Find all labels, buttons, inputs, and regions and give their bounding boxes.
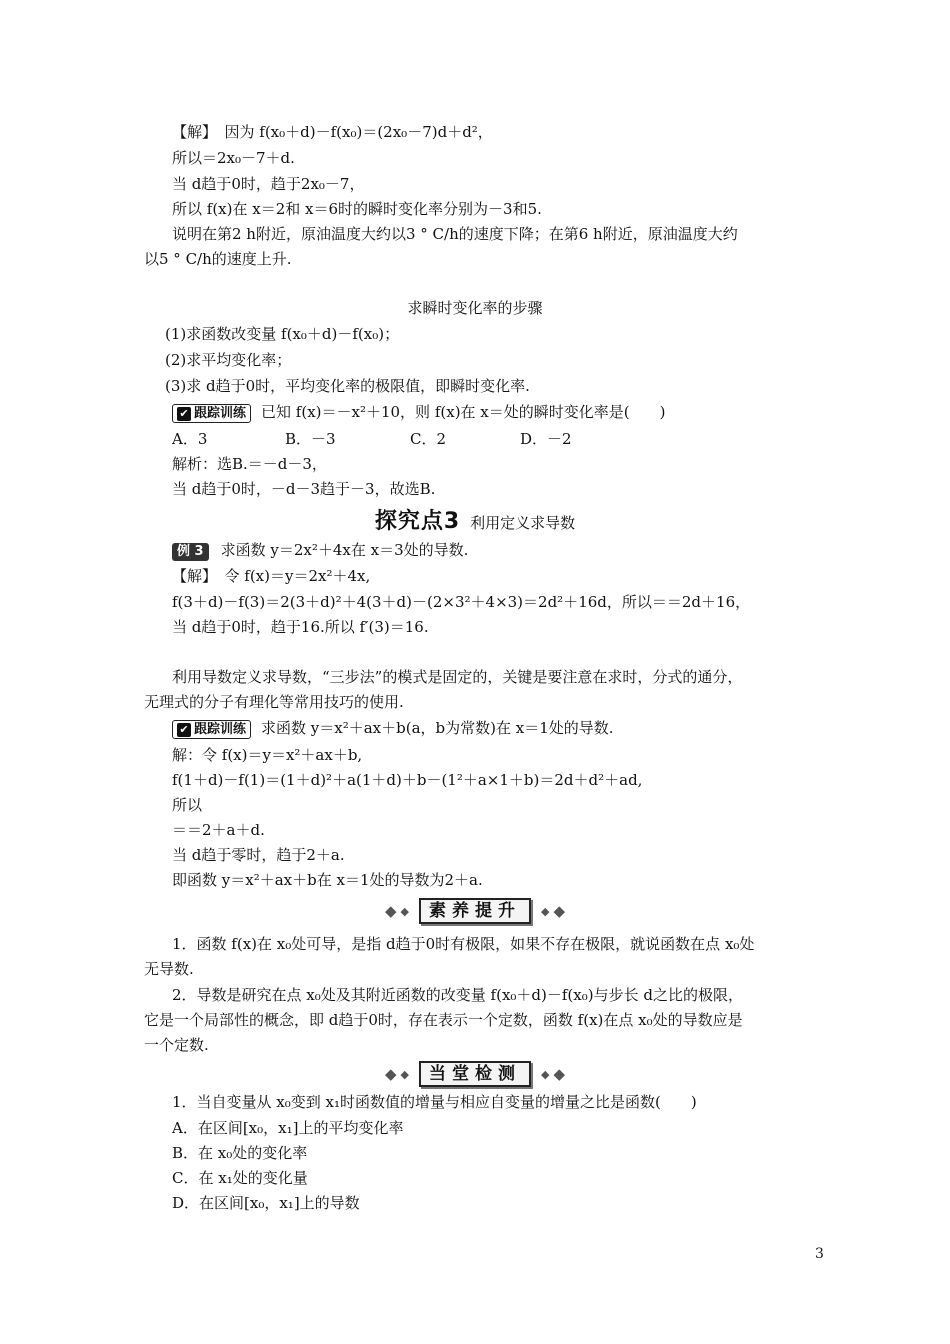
summary-item: 它是一个局部性的概念，即 d趋于0时，存在表示一个定数，函数 f(x)在点 x₀处的导数应是: [144, 1011, 743, 1029]
summary-item: 1．函数 f(x)在 x₀处可导，是指 d趋于0时有极限，如果不存在极限，就说函数在点 x₀处: [172, 935, 755, 953]
section-subtitle: 利用定义求导数: [470, 514, 576, 532]
summary-item: 无导数.: [144, 960, 194, 978]
analysis-line: 解析：选B.＝－d－3，: [172, 455, 327, 473]
test-question: 1．当自变量从 x₀变到 x₁时函数值的增量与相应自变量的增量之比是函数( ): [172, 1093, 697, 1111]
test-option-b: B．在 x₀处的变化率: [172, 1144, 308, 1162]
summary-item: 2．导数是研究在点 x₀处及其附近函数的改变量 f(x₀＋d)－f(x₀)与步长 d之比的极限，: [172, 986, 743, 1004]
diamond-icon: ◆: [400, 904, 409, 918]
banner-title: 当堂检测: [419, 1061, 531, 1087]
step-item: (1)求函数改变量 f(x₀＋d)－f(x₀)；: [165, 325, 400, 343]
diamond-icon: ◆: [553, 1065, 566, 1083]
step-item: (3)求 d趋于0时，平均变化率的极限值，即瞬时变化率.: [165, 377, 530, 395]
option-d: D．－2: [520, 430, 572, 448]
diamond-icon: ◆: [541, 1067, 550, 1081]
example-solution: f(3＋d)－f(3)＝2(3＋d)²＋4(3＋d)－(2×3²＋4×3)＝2d²＋16d，所以＝＝2d＋16，: [172, 593, 751, 611]
solution-line: 当 d趋于0时，趋于2x₀－7，: [172, 175, 365, 193]
diamond-icon: ◆: [400, 1067, 409, 1081]
follow-up-solution: ＝＝2＋a＋d.: [172, 821, 265, 839]
example-solution: 当 d趋于0时，趋于16.所以 f′(3)＝16.: [172, 618, 429, 636]
explanation-line: 以5 ° C/h的速度上升.: [144, 250, 292, 268]
option-a: A．3: [172, 430, 208, 448]
example-badge: 例 3: [172, 543, 209, 561]
diamond-icon: ◆: [553, 902, 566, 920]
diamond-icon: ◆: [541, 904, 550, 918]
follow-up-question: ✔ 跟踪训练 已知 f(x)＝－x²＋10，则 f(x)在 x＝处的瞬时变化率是( ): [172, 402, 665, 423]
test-option-c: C．在 x₁处的变化量: [172, 1169, 308, 1187]
method-note: 利用导数定义求导数，“三步法”的模式是固定的，关键是要注意在求时，分式的通分，: [172, 668, 743, 686]
section-title: [0, 504, 950, 535]
diamond-icon: ◆: [384, 1065, 397, 1083]
step-item: (2)求平均变化率；: [165, 351, 292, 369]
method-note: 无理式的分子有理化等常用技巧的使用.: [144, 693, 404, 711]
follow-up-question: ✔ 跟踪训练 求函数 y＝x²＋ax＋b(a，b为常数)在 x＝1处的导数.: [172, 718, 614, 739]
steps-title: 求瞬时变化率的步骤: [407, 299, 543, 317]
option-b: B．－3: [285, 430, 336, 448]
follow-up-solution: 解：令 f(x)＝y＝x²＋ax＋b,: [172, 746, 363, 764]
option-c: C．2: [410, 430, 447, 448]
explanation-line: 说明在第2 h附近，原油温度大约以3 ° C/h的速度下降；在第6 h附近，原油温度大约: [172, 225, 738, 243]
banner-title: 素养提升: [419, 898, 531, 924]
follow-up-solution: f(1＋d)－f(1)＝(1＋d)²＋a(1＋d)＋b－(1²＋a×1＋b)＝2d＋d²＋ad,: [172, 771, 643, 789]
test-option-a: A．在区间[x₀，x₁]上的平均变化率: [172, 1119, 404, 1137]
literacy-banner: [0, 898, 950, 924]
test-option-d: D．在区间[x₀，x₁]上的导数: [172, 1194, 360, 1212]
analysis-line: 当 d趋于0时，－d－3趋于－3，故选B.: [172, 480, 436, 498]
solution-line: 所以 f(x)在 x＝2和 x＝6时的瞬时变化率分别为－3和5.: [172, 200, 542, 218]
example-question: 例 3 求函数 y＝2x²＋4x在 x＝3处的导数.: [172, 540, 468, 561]
solution-line: 【解】 因为 f(x₀＋d)－f(x₀)＝(2x₀－7)d＋d²，: [172, 123, 493, 141]
check-icon: ✔: [177, 723, 191, 737]
diamond-icon: ◆: [384, 902, 397, 920]
follow-up-solution: 所以: [172, 796, 203, 814]
follow-up-badge: ✔ 跟踪训练: [172, 404, 251, 423]
page-number: 3: [815, 1246, 824, 1262]
section-number: 探究点3: [374, 509, 461, 534]
follow-up-solution: 当 d趋于零时，趋于2＋a.: [172, 846, 345, 864]
check-icon: ✔: [177, 407, 191, 421]
follow-up-solution: 即函数 y＝x²＋ax＋b在 x＝1处的导数为2＋a.: [172, 871, 483, 889]
follow-up-badge: ✔ 跟踪训练: [172, 720, 251, 739]
test-banner: [0, 1061, 950, 1087]
summary-item: 一个定数.: [144, 1036, 209, 1054]
example-solution: 【解】 令 f(x)＝y＝2x²＋4x,: [172, 567, 371, 585]
solution-line: 所以＝2x₀－7＋d.: [172, 149, 295, 167]
